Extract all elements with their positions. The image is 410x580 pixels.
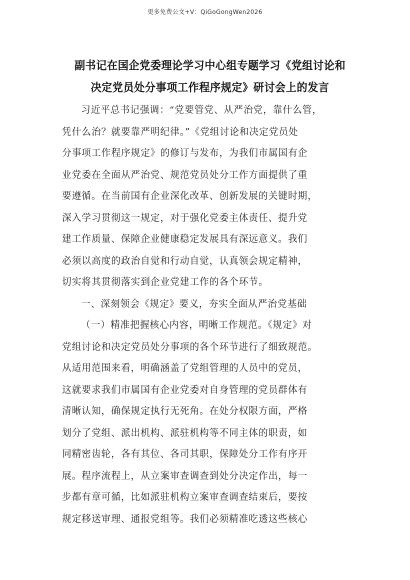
body-text-line: 建工作质量、保障企业健康稳定发展具有深远意义。我们 [62,234,308,245]
body-text-line: 从适用范围来看，明确涵盖了党组管理的人员中的党员， [62,363,308,374]
body-text-line: 划分了党组、派出机构、派驻机构等不同主体的职责，如 [62,427,308,439]
body-text-line: 业党委在全面从严治党、规范党员处分工作方面提供了重 [62,169,308,181]
body-text-line: 步都有章可循，比如派驻机构立案审查调查结束后，要按 [62,492,308,503]
body-text-line: 要遵循。在当前国有企业深化改革、创新发展的关键时期， [62,191,318,202]
body-text-line: 同精密齿轮，各有其位、各司其职，保障处分工作有序开 [62,449,308,460]
body-text-line: 规定移送审理、通报党组等。我们必须精准吃透这些核心 [62,513,308,525]
document-title [64,56,356,99]
title-line-1: 副书记在国企党委理论学习中心组专题学习《党组讨论和 [74,60,346,72]
body-text-line: 清晰认知，确保规定执行无死角。在处分权限方面，严格 [62,406,308,417]
document-body [62,100,354,530]
body-text-line: 必须以高度的政治自觉和行动自觉，认真领会规定精神， [62,255,308,267]
body-text-line: 习近平总书记强调：“党要管党、从严治党，靠什么管， [81,105,323,116]
body-text-line: 党组讨论和决定党员处分事项的各个环节进行了细致规范。 [62,341,318,353]
body-text-line: 一、深刻领会《规定》要义，夯实全面从严治党基础 [81,298,307,310]
body-text-line: 这就要求我们市属国有企业党委对自身管理的党员群体有 [62,384,308,396]
body-text-line: 凭什么治？就要靠严明纪律。”《党组讨论和决定党员处 [62,126,299,138]
body-text-line: 展。程序流程上，从立案审查调查到处分决定作出，每一 [62,470,308,482]
title-line-2: 决定党员处分事项工作程序规定》研讨会上的发言 [90,81,330,94]
body-text-line: 深入学习贯彻这一规定，对于强化党委主体责任、提升党 [62,212,308,224]
body-text-line: 切实将其贯彻落实到企业党建工作的各个环节。 [62,277,269,288]
header-note: 更多免费公文+V：QiGoGongWen2026 [147,9,263,16]
body-text-line: 分事项工作程序规定》的修订与发布，为我们市属国有企 [62,148,308,159]
body-text-line: （一）精准把握核心内容，明晰工作规范。《规定》对 [81,320,313,331]
